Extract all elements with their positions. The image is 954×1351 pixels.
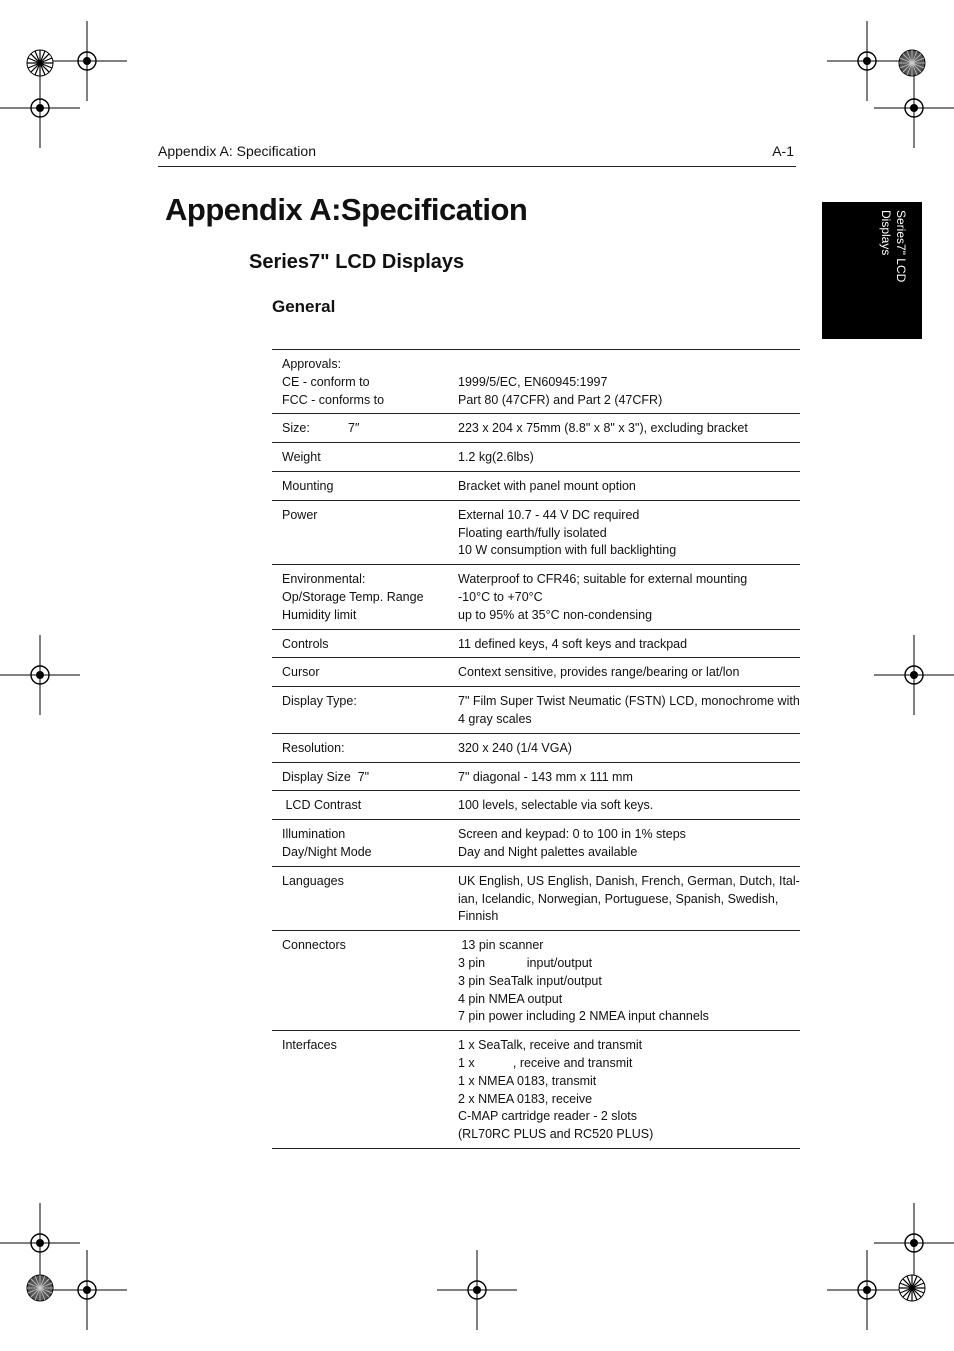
spec-value-line: 1 x , receive and transmit xyxy=(458,1055,633,1070)
crop-mark-bottom-center xyxy=(437,1250,517,1330)
spec-value-line: 320 x 240 (1/4 VGA) xyxy=(458,740,572,755)
spec-value-line: -10°C to +70°C xyxy=(458,589,543,604)
spec-label xyxy=(272,664,458,682)
spec-label xyxy=(272,769,458,787)
spec-value xyxy=(458,449,800,467)
spec-value xyxy=(458,693,800,729)
side-tab-line-1: Series7" LCD xyxy=(894,210,908,283)
spec-row xyxy=(272,687,800,734)
spec-label-line: Interfaces xyxy=(282,1038,337,1053)
crop-mark-mid-left xyxy=(0,635,80,715)
spec-row xyxy=(272,350,800,414)
spec-label-line: Illumination xyxy=(282,827,346,842)
chapter-side-tab-text xyxy=(824,210,908,294)
spec-value-line: 7" Film Super Twist Neumatic (FSTN) LCD, monochrome with xyxy=(458,694,800,709)
spec-row xyxy=(272,1031,800,1149)
spec-value-line: Context sensitive, provides range/bearing or lat/lon xyxy=(458,665,740,680)
spec-row xyxy=(272,472,800,501)
spec-value-line: 1 x NMEA 0183, transmit xyxy=(458,1073,597,1088)
spec-label xyxy=(272,636,458,654)
spec-label xyxy=(272,571,458,624)
chapter-side-tab xyxy=(822,202,922,339)
specification-table xyxy=(272,349,800,1149)
spec-value-line xyxy=(458,356,800,374)
spec-label xyxy=(272,693,458,729)
spec-value-line: 4 gray scales xyxy=(458,711,532,726)
section-heading: General xyxy=(272,297,336,316)
spec-label xyxy=(272,826,458,862)
spec-value xyxy=(458,937,800,1026)
spec-value-line: 1 x SeaTalk, receive and transmit xyxy=(458,1038,643,1053)
spec-row xyxy=(272,867,800,931)
spec-label-line: Approvals: xyxy=(282,357,342,371)
spec-label-line: CE - conform to xyxy=(282,374,370,389)
spec-label-line: Display Type: xyxy=(282,694,357,709)
registration-rosette-bottom-right xyxy=(898,1274,926,1302)
spec-label xyxy=(272,449,458,467)
spec-value-line: 11 defined keys, 4 soft keys and trackpad xyxy=(458,636,688,651)
spec-value xyxy=(458,797,800,815)
registration-rosette-bottom-left xyxy=(26,1274,54,1302)
spec-label-line: Display Size 7" xyxy=(282,769,370,784)
spec-row xyxy=(272,501,800,565)
spec-label-line: Mounting xyxy=(282,478,334,493)
spec-label-line: Controls xyxy=(282,636,329,651)
side-tab-line-2: Displays xyxy=(879,210,893,256)
spec-row xyxy=(272,443,800,472)
spec-value xyxy=(458,420,800,438)
spec-value-line: 3 pin SeaTalk input/output xyxy=(458,973,602,988)
spec-value-line: Day and Night palettes available xyxy=(458,844,638,859)
spec-value-line: 7 pin power including 2 NMEA input channels xyxy=(458,1009,709,1024)
spec-label-line: Op/Storage Temp. Range xyxy=(282,589,424,604)
spec-row xyxy=(272,658,800,687)
spec-value xyxy=(458,571,800,624)
spec-label xyxy=(272,420,458,438)
spec-value-line: (RL70RC PLUS and RC520 PLUS) xyxy=(458,1127,654,1142)
spec-label-line: FCC - conforms to xyxy=(282,392,385,407)
spec-label-line: Languages xyxy=(282,873,344,888)
registration-rosette-top-right xyxy=(898,49,926,77)
page-number: A-1 xyxy=(772,143,794,159)
spec-value xyxy=(458,356,800,409)
chapter-subtitle: Series7" LCD Displays xyxy=(249,251,465,273)
spec-value xyxy=(458,636,800,654)
spec-value-line: ian, Icelandic, Norwegian, Portuguese, Spanish, Swedish, xyxy=(458,891,779,906)
spec-value xyxy=(458,769,800,787)
spec-label-line: Cursor xyxy=(282,665,320,680)
spec-label xyxy=(272,797,458,815)
spec-value-line: Finnish xyxy=(458,909,499,924)
running-header-title: Appendix A: Specification xyxy=(158,143,316,159)
spec-label-line: Environmental: xyxy=(282,572,366,587)
page-title: Appendix A:Specification xyxy=(165,192,528,227)
spec-label-line: Connectors xyxy=(282,938,346,953)
spec-label-line: LCD Contrast xyxy=(282,798,362,813)
spec-row xyxy=(272,931,800,1031)
spec-label xyxy=(272,1037,458,1144)
spec-value-line: Floating earth/fully isolated xyxy=(458,525,607,540)
spec-value-line: 1999/5/EC, EN60945:1997 xyxy=(458,374,608,389)
spec-value-line: 1.2 kg(2.6lbs) xyxy=(458,450,534,465)
spec-row xyxy=(272,734,800,763)
spec-value-line: Bracket with panel mount option xyxy=(458,478,636,493)
spec-value xyxy=(458,507,800,560)
spec-row xyxy=(272,791,800,820)
spec-label-line: Size: 7″ xyxy=(282,421,360,436)
spec-value-line: 3 pin input/output xyxy=(458,955,593,970)
spec-label xyxy=(272,356,458,409)
spec-value-line: 4 pin NMEA output xyxy=(458,991,563,1006)
crop-mark-top-left-lower xyxy=(0,68,80,148)
spec-value-line: Waterproof to CFR46; suitable for external mounting xyxy=(458,572,748,587)
spec-label xyxy=(272,507,458,560)
spec-value-line: 10 W consumption with full backlighting xyxy=(458,543,677,558)
spec-label xyxy=(272,937,458,1026)
spec-value xyxy=(458,664,800,682)
spec-label-line: Weight xyxy=(282,450,321,465)
spec-label-line: Day/Night Mode xyxy=(282,844,372,859)
crop-mark-bottom-right xyxy=(827,1250,907,1330)
spec-label xyxy=(272,478,458,496)
spec-value xyxy=(458,1037,800,1144)
spec-value-line: up to 95% at 35°C non-condensing xyxy=(458,607,653,622)
spec-value xyxy=(458,478,800,496)
spec-label xyxy=(272,873,458,926)
spec-row xyxy=(272,414,800,443)
spec-value-line: 13 pin scanner xyxy=(458,938,544,953)
spec-value-line: 7" diagonal - 143 mm x 111 mm xyxy=(458,769,633,784)
spec-row xyxy=(272,565,800,629)
spec-value-line: Screen and keypad: 0 to 100 in 1% steps xyxy=(458,827,686,842)
spec-value-line: Part 80 (47CFR) and Part 2 (47CFR) xyxy=(458,392,663,407)
spec-value-line: 2 x NMEA 0183, receive xyxy=(458,1091,593,1106)
crop-mark-bottom-left xyxy=(47,1250,127,1330)
spec-row xyxy=(272,763,800,792)
spec-value xyxy=(458,826,800,862)
spec-value xyxy=(458,873,800,926)
spec-value-line: 223 x 204 x 75mm (8.8" x 8" x 3"), excluding bracket xyxy=(458,421,748,436)
spec-label-line: Resolution: xyxy=(282,740,345,755)
spec-value-line: UK English, US English, Danish, French, German, Dutch, Ital- xyxy=(458,873,800,888)
spec-label-line: Power xyxy=(282,507,318,522)
crop-mark-mid-right xyxy=(874,635,954,715)
spec-value-line: External 10.7 - 44 V DC required xyxy=(458,507,640,522)
spec-label-line: Humidity limit xyxy=(282,607,357,622)
spec-label xyxy=(272,740,458,758)
running-header xyxy=(158,141,796,167)
spec-value-line: 100 levels, selectable via soft keys. xyxy=(458,798,654,813)
spec-value xyxy=(458,740,800,758)
spec-row xyxy=(272,820,800,867)
registration-rosette-top-left xyxy=(26,49,54,77)
spec-row xyxy=(272,630,800,659)
spec-value-line: C-MAP cartridge reader - 2 slots xyxy=(458,1109,637,1124)
crop-mark-top-right-lower xyxy=(874,68,954,148)
